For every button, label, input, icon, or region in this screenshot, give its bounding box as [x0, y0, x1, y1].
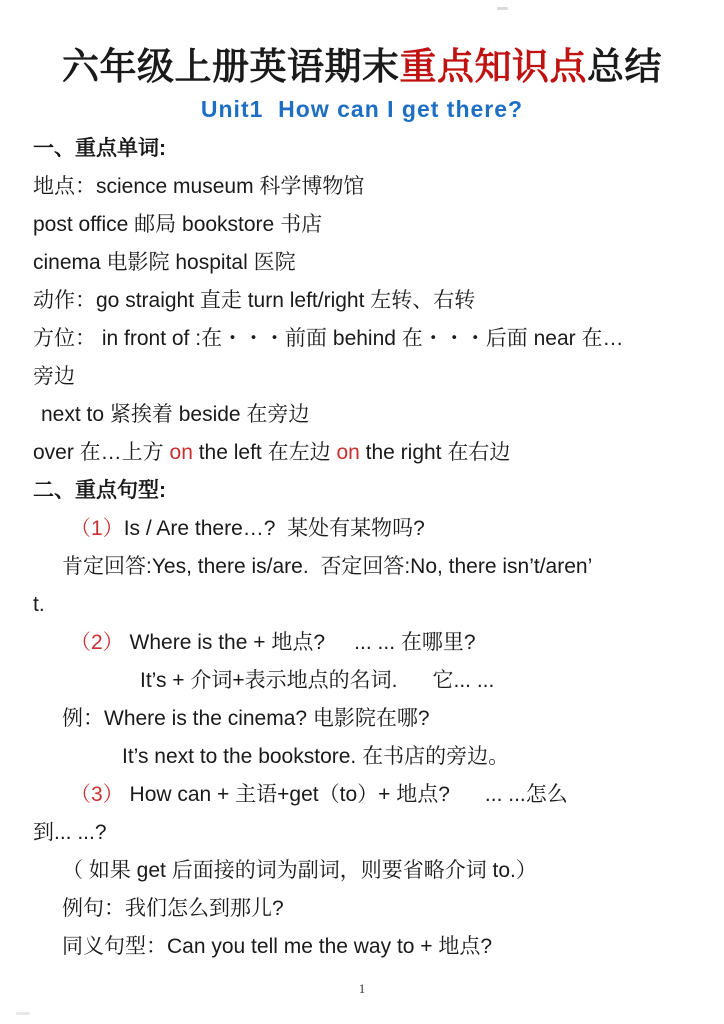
text-segment: 一、重点单词:: [33, 137, 166, 160]
text-line: [0, 510, 724, 548]
text-line: [0, 814, 724, 852]
text-line: [0, 396, 724, 434]
text-segment: the right 在右边: [359, 441, 511, 464]
text-line: [0, 358, 724, 396]
text-segment: Is / Are there…? 某处有某物吗?: [123, 517, 425, 540]
unit-subtitle: Unit1 How can I get there?: [200, 96, 524, 122]
text-segment: cinema 电影院 hospital 医院: [33, 251, 296, 274]
text-line: [0, 624, 724, 662]
text-line: [0, 472, 724, 510]
text-segment: post office 邮局 bookstore 书店: [33, 213, 323, 236]
highlight-red-text: （1）: [70, 517, 124, 540]
text-segment: （ 如果 get 后面接的词为副词，则要省略介词 to.）: [62, 859, 537, 882]
text-segment: 二、重点句型:: [33, 479, 166, 502]
text-segment: 旁边: [33, 365, 75, 388]
text-segment: It’s next to the bookstore. 在书店的旁边。: [122, 745, 510, 768]
text-line: [0, 586, 724, 624]
scan-smudge-bottom: [16, 1012, 30, 1015]
text-line: [0, 700, 724, 738]
text-segment: 方位： in front of :在・・・前面 behind 在・・・后面 near 在…: [33, 327, 624, 350]
text-segment: 例句：我们怎么到那儿?: [62, 897, 284, 920]
highlight-red-text: 重点知识点: [399, 46, 587, 87]
highlight-red-text: on: [336, 441, 360, 464]
text-line: [0, 130, 724, 168]
notes-body: [0, 130, 724, 966]
text-segment: It’s + 介词+表示地点的名词. 它... ...: [140, 669, 495, 692]
text-line: [0, 776, 724, 814]
text-segment: 到... ...?: [33, 821, 107, 844]
text-line: [0, 434, 724, 472]
text-line: [0, 244, 724, 282]
text-segment: 动作：go straight 直走 turn left/right 左转、右转: [33, 289, 476, 312]
highlight-red-text: （3）: [70, 783, 124, 806]
text-segment: 同义句型：Can you tell me the way to + 地点?: [62, 935, 493, 958]
scan-smudge-top: [497, 7, 508, 10]
highlight-red-text: （2）: [70, 631, 124, 654]
text-line: [0, 282, 724, 320]
text-segment: 总结: [587, 46, 662, 87]
text-segment: t.: [33, 593, 45, 616]
text-segment: over 在…上方: [33, 441, 170, 464]
text-segment: 六年级上册英语期末: [62, 46, 400, 87]
highlight-red-text: on: [169, 441, 193, 464]
text-line: [0, 168, 724, 206]
text-segment: 地点：science museum 科学博物馆: [33, 175, 365, 198]
text-line: [0, 548, 724, 586]
text-segment: Where is the + 地点? ... ... 在哪里?: [123, 631, 476, 654]
text-segment: 例：Where is the cinema? 电影院在哪?: [62, 707, 430, 730]
text-segment: next to 紧挨着 beside 在旁边: [41, 403, 310, 426]
text-segment: How can + 主语+get（to）+ 地点? ... ...怎么: [123, 783, 568, 806]
page-number: 1: [358, 981, 366, 996]
text-line: [0, 206, 724, 244]
text-line: [0, 852, 724, 890]
text-line: [0, 928, 724, 966]
page-title: [0, 36, 724, 90]
text-line: [0, 738, 724, 776]
text-line: [0, 890, 724, 928]
text-line: [0, 662, 724, 700]
text-line: [0, 320, 724, 358]
text-segment: the left 在左边: [192, 441, 337, 464]
text-segment: 肯定回答:Yes, there is/are. 否定回答:No, there isn’t/aren’: [62, 555, 593, 578]
